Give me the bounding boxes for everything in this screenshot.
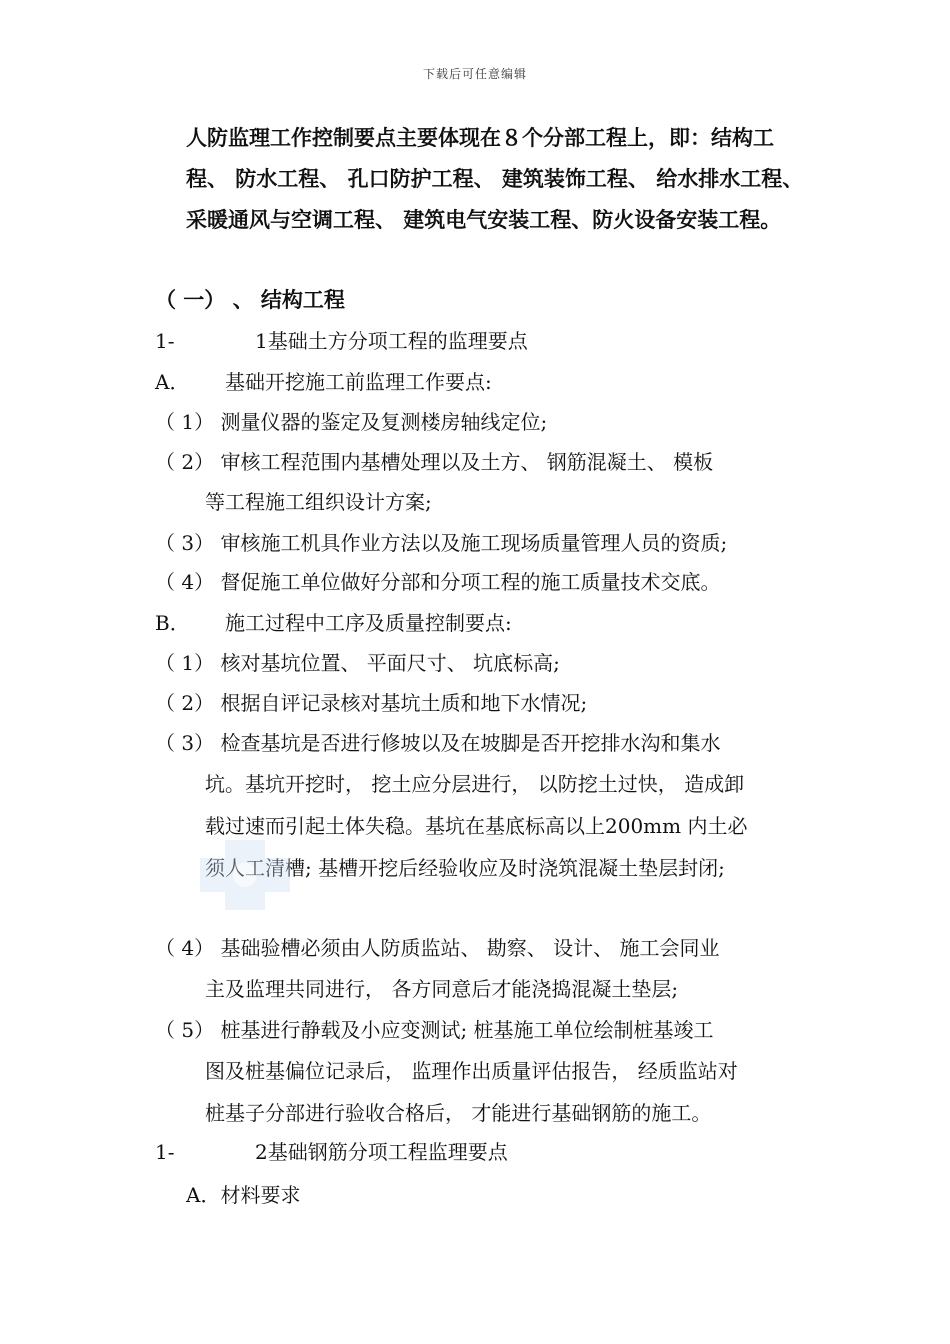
list-item: （ 4） 督促施工单位做好分部和分项工程的施工质量技术交底。 — [155, 570, 721, 594]
part-a-title: 基础开挖施工前监理工作要点: — [225, 370, 492, 394]
part-a2-heading: A．材料要求 — [186, 1183, 301, 1207]
list-item-continuation: 桩基子分部进行验收合格后， 才能进行基础钢筋的施工。 — [205, 1101, 712, 1125]
part-b-heading — [155, 606, 512, 640]
list-item: （ 3） 检查基坑是否进行修坡以及在坡脚是否开挖排水沟和集水 — [155, 731, 721, 755]
subsection-title: 2基础钢筋分项工程监理要点 — [255, 1140, 508, 1164]
part-a-heading — [155, 365, 492, 399]
subsection-heading — [155, 324, 528, 358]
list-item-continuation: 等工程施工组织设计方案; — [205, 490, 432, 514]
list-item: （ 1） 核对基坑位置、 平面尺寸、 坑底标高; — [155, 651, 560, 675]
intro-paragraph: 人防监理工作控制要点主要体现在８个分部工程上，即：结构工程、 防水工程、 孔口防护工程、 建筑装饰工程、 给水排水工程、 采暖通风与空调工程、 建筑电气安装工程、防火设备安装工程。 — [186, 126, 804, 232]
watermark-logo — [200, 840, 290, 910]
list-item: （ 4） 基础验槽必须由人防质监站、 勘察、 设计、 施工会同业 — [155, 936, 720, 960]
page-header: 下载后可任意编辑 — [422, 67, 527, 81]
list-item: （ 2） 审核工程范围内基槽处理以及土方、 钢筋混凝土、 模板 — [155, 450, 714, 474]
subsection-number: 1- — [155, 329, 175, 353]
list-item-continuation: 坑。基坑开挖时， 挖土应分层进行， 以防挖土过快， 造成卸 — [205, 772, 745, 796]
subsection-heading — [155, 1135, 508, 1169]
subsection-title: 1基础土方分项工程的监理要点 — [255, 329, 528, 353]
part-b-letter: B． — [155, 611, 190, 635]
part-a-letter: A． — [155, 370, 190, 394]
list-item: （ 1） 测量仪器的鉴定及复测楼房轴线定位; — [155, 410, 548, 434]
section-title: （ 一） 、 结构工程 — [155, 288, 345, 312]
list-item-continuation: 图及桩基偏位记录后， 监理作出质量评估报告， 经质监站对 — [205, 1059, 738, 1083]
list-item-continuation: 主及监理共同进行， 各方同意后才能浇捣混凝土垫层; — [205, 977, 679, 1001]
list-item: （ 5） 桩基进行静载及小应变测试; 桩基施工单位绘制桩基竣工 — [155, 1018, 714, 1042]
subsection-number: 1- — [155, 1140, 175, 1164]
part-b-title: 施工过程中工序及质量控制要点: — [225, 611, 512, 635]
list-item-continuation: 载过速而引起土体失稳。基坑在基底标高以上200mm 内土必 — [205, 814, 748, 838]
list-item-continuation: 须人工清槽; 基槽开挖后经验收应及时浇筑混凝土垫层封闭; — [205, 856, 725, 880]
list-item: （ 3） 审核施工机具作业方法以及施工现场质量管理人员的资质; — [155, 531, 728, 555]
list-item: （ 2） 根据自评记录核对基坑土质和地下水情况; — [155, 691, 588, 715]
